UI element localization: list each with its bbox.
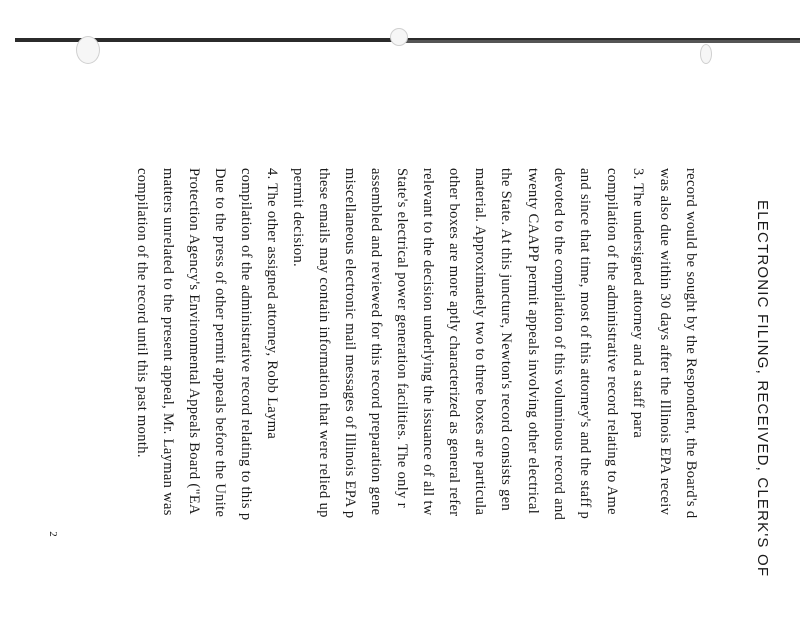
text-line: devoted to the compilation of this voluminous record and xyxy=(551,168,567,521)
page-number: 2 xyxy=(46,531,59,537)
text-line: other boxes are more aptly characterized as general refer xyxy=(446,168,462,517)
text-line: miscellaneous electronic mail messages of Illinois EPA p xyxy=(342,168,358,519)
text-line: record would be sought by the Respondent, the Board's d xyxy=(683,168,699,519)
text-line: material. Approximately two to three boxes are particula xyxy=(472,168,488,516)
text-line: relevant to the decision underlying the issuance of all tw xyxy=(420,168,436,516)
text-line: compilation of the administrative record relating to this p xyxy=(238,168,254,521)
binder-hole xyxy=(390,28,408,46)
text-line: Due to the press of other permit appeals before the Unite xyxy=(212,168,228,518)
binder-hole xyxy=(76,36,100,64)
text-line: and since that time, most of this attorney's and the staff p xyxy=(577,168,593,520)
document-body xyxy=(120,168,800,608)
text-line: matters unrelated to the present appeal, Mr. Layman was xyxy=(160,168,176,516)
text-line: Protection Agency's Environmental Appeals Board ("EA xyxy=(186,168,202,515)
text-line: these emails may contain information that were relied up xyxy=(316,168,332,518)
text-line: assembled and reviewed for this record preparation gene xyxy=(368,168,384,516)
text-line: State's electrical power generation facilities. The only r xyxy=(394,168,410,508)
text-line: the State. At this juncture, Newton's record consists gen xyxy=(498,168,514,512)
filing-stamp-header: ELECTRONIC FILING, RECEIVED, CLERK'S OF xyxy=(754,200,771,578)
text-line: 3. The undersigned attorney and a staff para xyxy=(630,168,646,439)
text-line: compilation of the record until this past month. xyxy=(134,168,150,458)
text-line: twenty CAAPP permit appeals involving other electrical xyxy=(525,168,541,515)
text-line: permit decision. xyxy=(290,168,306,268)
text-line: was also due within 30 days after the Illinois EPA receiv xyxy=(657,168,673,516)
binder-hole xyxy=(700,44,712,64)
scan-edge-rule-light xyxy=(400,40,800,43)
text-line: compilation of the administrative record relating to Ame xyxy=(604,168,620,515)
text-line: 4. The other assigned attorney, Robb Layma xyxy=(264,168,280,440)
